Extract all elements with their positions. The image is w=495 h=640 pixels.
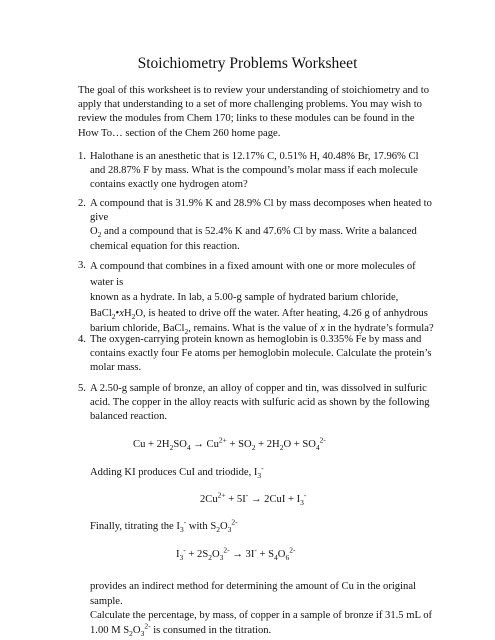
problem-5-number: 5. [78, 383, 86, 394]
problem-4-number: 4. [78, 334, 86, 345]
problem-2-number: 2. [78, 198, 86, 209]
problem-2-line-1: A compound that is 31.9% K and 28.9% Cl by mass decomposes when heated to give [90, 198, 432, 224]
problem-1-text: Halothane is an anesthetic that is 12.17% C, 0.51% H, 40.48% Br, 17.96% Cl and 28.87% F by mass. What is the compound’s molar mass if each molecule contains exactly one hydrogen atom? [90, 151, 419, 191]
problem-4-text: The oxygen-carrying protein known as hemoglobin is 0.335% Fe by mass and contains exactly four Fe atoms per hemoglobin molecule. Calculate the protein’s molar mass. [90, 334, 432, 374]
problem-3-line-1: A compound that combines in a fixed amount with one or more molecules of water is [90, 261, 416, 288]
page-title: Stoichiometry Problems Worksheet [137, 55, 358, 72]
problem-3-number: 3. [78, 260, 86, 271]
problem-2-line-2: $O_2$ and a compound that is 52.4% K and 47.6% Cl by mass. Write a balanced [90, 226, 417, 240]
problem-2-text [90, 197, 435, 254]
problem-3-text [90, 259, 435, 337]
equation-3: $I_3^- + 2S_2O_3^{2-} \to 3I^- + S_4O_6^{2-}$ [176, 545, 296, 563]
final-paragraph [90, 580, 435, 638]
problem-3-line-4: barium chloride, BaCl$_2$, remains. What is the value of x in the hydrate’s formula? [90, 323, 434, 337]
final-line-1: provides an indirect method for determining the amount of Cu in the original sample. [90, 581, 416, 607]
final-line-2: Calculate the percentage, by mass, of copper in a sample of bronze if 31.5 mL of [90, 610, 433, 621]
problem-5-text: A 2.50-g sample of bronze, an alloy of copper and tin, was dissolved in sulfuric acid. The copper in the alloy reacts with sulfuric acid as shown by the following balanced reaction. [90, 383, 430, 423]
equation-1: $Cu + 2H_2SO_4 \to Cu^{2+} + SO_2 + 2H_2O + SO_4^{2-}$ [133, 435, 326, 453]
final-line-3: 1.00 M $S_2O_3^{2-}$ is consumed in the titration. [90, 620, 272, 638]
titration-sentence: Finally, titrating the $I_3^-$ with $S_2O_3^{2-}$ [90, 517, 238, 535]
problem-3-line-3: $BaCl_2•xH_2O$, is heated to drive off the water. After heating, 4.26 g of anhydrous [90, 307, 428, 321]
problem-3-line-2: known as a hydrate. In lab, a 5.00-g sample of hydrated barium chloride, [90, 292, 399, 303]
ki-sentence: Adding KI produces CuI and triodide, $I_3^-$ [90, 463, 264, 481]
problem-1-number: 1. [78, 151, 86, 162]
intro-paragraph: The goal of this worksheet is to review your understanding of stoichiometry and to apply that understanding to a set of more challenging problems. You may wish to review the modules from Chem 170; links to these modules can be found in the How To… section of the Chem 260 home page. [78, 85, 429, 139]
equation-2: $2Cu^{2+} + 5I^- \to 2CuI + I_3^-$ [200, 490, 307, 508]
problem-2-line-3: chemical equation for this reaction. [90, 240, 240, 252]
